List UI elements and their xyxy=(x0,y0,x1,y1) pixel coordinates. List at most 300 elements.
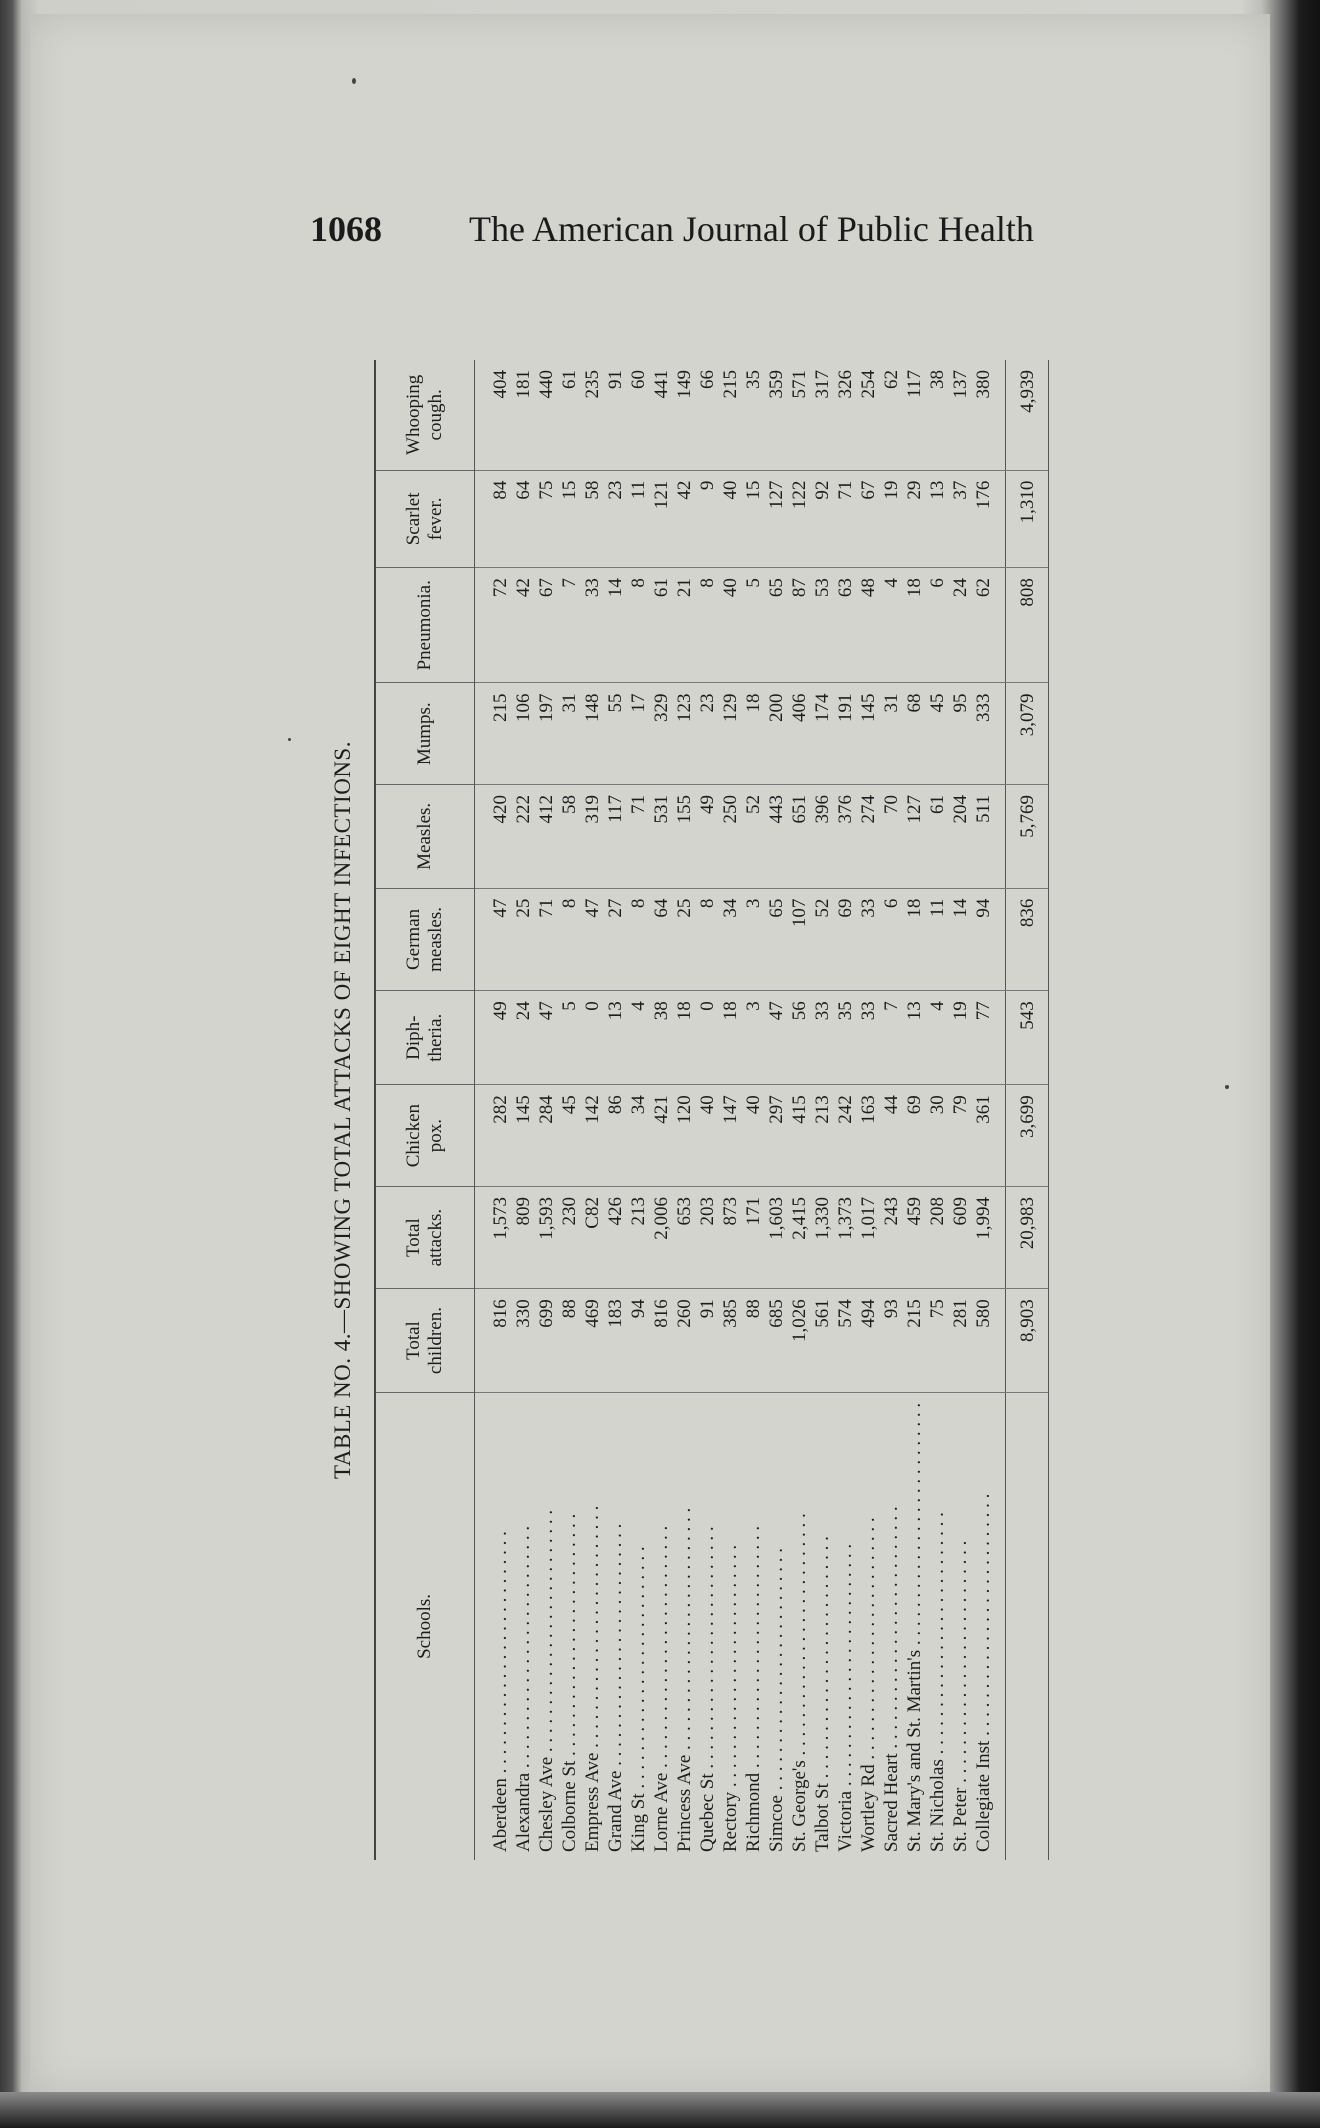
column-header-schools: Schools. xyxy=(375,1392,475,1860)
value-cell: 685 xyxy=(765,1289,788,1393)
total-cell: 8,903 xyxy=(1006,1289,1049,1393)
value-cell: 319 xyxy=(581,785,604,889)
rotated-table-block xyxy=(330,360,1170,1860)
table-row xyxy=(788,360,811,1860)
value-cell: 17 xyxy=(627,683,650,785)
value-cell: 61 xyxy=(926,785,949,889)
value-cell: 11 xyxy=(627,470,650,567)
table-row xyxy=(926,360,949,1860)
value-cell: 213 xyxy=(811,1085,834,1187)
value-cell: 47 xyxy=(581,888,604,991)
value-cell: 40 xyxy=(719,568,742,683)
value-cell: 15 xyxy=(558,470,581,567)
value-cell: 65 xyxy=(765,568,788,683)
value-cell: 127 xyxy=(903,785,926,889)
value-cell: 60 xyxy=(628,370,649,389)
value-cell: 359 xyxy=(766,370,787,399)
value-cell: 254 xyxy=(858,370,879,399)
value-cell: 8 xyxy=(696,568,719,683)
value-cell: 0 xyxy=(696,991,719,1085)
value-cell: 18 xyxy=(903,888,926,991)
value-cell: 45 xyxy=(926,683,949,785)
school-name: Lorne Ave xyxy=(651,1772,672,1852)
leader-dots: . . . . . . . . . . . . . . . . . . . . . . . . . . xyxy=(904,1402,925,1650)
column-header: German measles. xyxy=(375,888,475,991)
total-cell: 5,769 xyxy=(1006,785,1049,889)
value-cell: 443 xyxy=(765,785,788,889)
value-cell: 222 xyxy=(512,785,535,889)
value-cell: 18 xyxy=(719,991,742,1085)
value-cell: 147 xyxy=(719,1085,742,1187)
table-row xyxy=(535,360,558,1860)
value-cell: 200 xyxy=(765,683,788,785)
total-cell: 836 xyxy=(1006,888,1049,991)
school-name-cell xyxy=(857,1392,880,1860)
school-name: Chesley Ave xyxy=(536,1756,557,1852)
value-cell: 71 xyxy=(535,888,558,991)
leader-dots: . . . . . . . . . . . . . . . . . . . . . . . . . . xyxy=(720,1544,741,1792)
value-cell: 7 xyxy=(558,568,581,683)
value-cell: 4 xyxy=(880,568,903,683)
value-cell: 61 xyxy=(559,370,580,389)
value-cell: 33 xyxy=(581,568,604,683)
value-cell: 142 xyxy=(581,1085,604,1187)
leader-dots: . . . . . . . . . . . . . . . . . . . . . . . . . . xyxy=(858,1517,879,1765)
column-header: Scarlet fever. xyxy=(375,470,475,567)
value-cell: 809 xyxy=(512,1187,535,1289)
running-head xyxy=(310,208,1090,250)
school-name-cell xyxy=(512,1392,535,1860)
value-cell: 93 xyxy=(880,1289,903,1393)
school-name: St. Peter xyxy=(950,1787,971,1852)
school-name: Simcoe xyxy=(766,1795,787,1852)
school-name: Quebec St xyxy=(697,1773,718,1852)
value-cell: 88 xyxy=(558,1289,581,1393)
leader-dots: . . . . . . . . . . . . . . . . . . . . . . . . . . xyxy=(513,1525,534,1773)
value-cell: 44 xyxy=(880,1085,903,1187)
value-cell: 213 xyxy=(627,1187,650,1289)
value-cell: 1,026 xyxy=(788,1289,811,1393)
value-cell: 88 xyxy=(742,1289,765,1393)
value-cell: 440 xyxy=(536,370,557,399)
value-cell: 18 xyxy=(903,568,926,683)
value-cell: 274 xyxy=(857,785,880,889)
leader-dots: . . . . . . . . . . . . . . . . . . . . . . . . . . xyxy=(881,1506,902,1754)
value-cell: 55 xyxy=(604,683,627,785)
scan-speck xyxy=(288,738,291,741)
value-cell: 329 xyxy=(650,683,673,785)
table-row xyxy=(811,360,834,1860)
value-cell: 33 xyxy=(811,991,834,1085)
value-cell: 1,373 xyxy=(834,1187,857,1289)
value-cell: 127 xyxy=(765,470,788,567)
value-cell: 18 xyxy=(673,991,696,1085)
value-cell: 651 xyxy=(788,785,811,889)
value-cell: 260 xyxy=(673,1289,696,1393)
value-cell: 47 xyxy=(475,888,513,991)
table-row xyxy=(650,360,673,1860)
value-cell: 3 xyxy=(742,991,765,1085)
school-name-cell xyxy=(535,1392,558,1860)
school-name: Victoria xyxy=(835,1790,856,1852)
value-cell: C82 xyxy=(581,1187,604,1289)
value-cell: 42 xyxy=(512,568,535,683)
value-cell: 1,994 xyxy=(972,1187,1006,1289)
value-cell: 8 xyxy=(696,888,719,991)
totals-label-cell xyxy=(1006,1392,1049,1860)
value-cell: 406 xyxy=(788,683,811,785)
value-cell: 34 xyxy=(719,888,742,991)
value-cell: 145 xyxy=(857,683,880,785)
value-cell: 203 xyxy=(696,1187,719,1289)
value-cell: 13 xyxy=(903,991,926,1085)
value-cell: 66 xyxy=(697,370,718,389)
leader-dots: . . . . . . . . . . . . . . . . . . . . . . . . . . xyxy=(559,1513,580,1761)
value-cell: 441 xyxy=(651,370,672,399)
value-cell: 52 xyxy=(742,785,765,889)
value-cell: 242 xyxy=(834,1085,857,1187)
value-cell: 14 xyxy=(604,568,627,683)
school-name-cell xyxy=(627,1392,650,1860)
value-cell: 250 xyxy=(719,785,742,889)
value-cell: 69 xyxy=(834,888,857,991)
value-cell: 174 xyxy=(811,683,834,785)
value-cell: 137 xyxy=(950,370,971,399)
value-cell: 64 xyxy=(512,470,535,567)
leader-dots: . . . . . . . . . . . . . . . . . . . . . . . . . . xyxy=(812,1536,833,1784)
school-name-cell xyxy=(696,1392,719,1860)
school-name: St. Mary's and St. Martin's xyxy=(904,1649,925,1852)
value-cell: 494 xyxy=(857,1289,880,1393)
value-cell: 58 xyxy=(558,785,581,889)
value-cell: 561 xyxy=(811,1289,834,1393)
school-name: Talbot St xyxy=(812,1783,833,1852)
value-cell: 75 xyxy=(926,1289,949,1393)
value-cell: 1,603 xyxy=(765,1187,788,1289)
value-cell: 6 xyxy=(880,888,903,991)
value-cell: 176 xyxy=(972,470,1006,567)
school-name-cell xyxy=(604,1392,627,1860)
value-cell: 62 xyxy=(972,568,1006,683)
value-cell: 333 xyxy=(972,683,1006,785)
value-cell: 47 xyxy=(765,991,788,1085)
value-cell: 148 xyxy=(581,683,604,785)
value-cell: 21 xyxy=(673,568,696,683)
value-cell: 34 xyxy=(627,1085,650,1187)
value-cell: 15 xyxy=(742,470,765,567)
school-name: Empress Ave xyxy=(582,1752,603,1852)
value-cell: 70 xyxy=(880,785,903,889)
value-cell: 67 xyxy=(535,568,558,683)
table-row xyxy=(627,360,650,1860)
value-cell: 30 xyxy=(926,1085,949,1187)
leader-dots: . . . . . . . . . . . . . . . . . . . . . . . . . . xyxy=(651,1525,672,1773)
value-cell: 281 xyxy=(949,1289,972,1393)
value-cell: 92 xyxy=(811,470,834,567)
value-cell: 25 xyxy=(512,888,535,991)
school-name: St. Nicholas xyxy=(927,1759,948,1852)
value-cell: 571 xyxy=(789,370,810,399)
value-cell: 2,415 xyxy=(788,1187,811,1289)
value-cell: 282 xyxy=(475,1085,513,1187)
value-cell: 117 xyxy=(904,370,925,398)
value-cell: 873 xyxy=(719,1187,742,1289)
value-cell: 580 xyxy=(972,1289,1006,1393)
value-cell: 11 xyxy=(926,888,949,991)
value-cell: 317 xyxy=(812,370,833,399)
school-name-cell xyxy=(650,1392,673,1860)
table-row xyxy=(765,360,788,1860)
value-cell: 421 xyxy=(650,1085,673,1187)
value-cell: 8 xyxy=(627,568,650,683)
value-cell: 19 xyxy=(949,991,972,1085)
value-cell: 71 xyxy=(627,785,650,889)
value-cell: 531 xyxy=(650,785,673,889)
column-header: Pneumonia. xyxy=(375,568,475,683)
table-row xyxy=(475,360,513,1860)
value-cell: 149 xyxy=(674,370,695,399)
school-name: St. George's xyxy=(789,1760,810,1852)
value-cell: 699 xyxy=(535,1289,558,1393)
value-cell: 14 xyxy=(949,888,972,991)
leader-dots: . . . . . . . . . . . . . . . . . . . . . . . . . . xyxy=(927,1512,948,1760)
leader-dots: . . . . . . . . . . . . . . . . . . . . . . . . . . xyxy=(766,1548,787,1795)
value-cell: 459 xyxy=(903,1187,926,1289)
value-cell: 4 xyxy=(926,991,949,1085)
value-cell: 45 xyxy=(558,1085,581,1187)
school-name-cell xyxy=(475,1392,513,1860)
value-cell: 183 xyxy=(604,1289,627,1393)
value-cell: 24 xyxy=(512,991,535,1085)
value-cell: 155 xyxy=(673,785,696,889)
value-cell: 86 xyxy=(604,1085,627,1187)
column-header: Whooping cough. xyxy=(375,360,475,470)
value-cell: 18 xyxy=(742,683,765,785)
column-header: Mumps. xyxy=(375,683,475,785)
leader-dots: . . . . . . . . . . . . . . . . . . . . . . . . . . xyxy=(674,1507,695,1755)
value-cell: 121 xyxy=(650,470,673,567)
value-cell: 415 xyxy=(788,1085,811,1187)
value-cell: 284 xyxy=(535,1085,558,1187)
value-cell: 24 xyxy=(949,568,972,683)
value-cell: 396 xyxy=(811,785,834,889)
table-title: TABLE NO. 4.—SHOWING TOTAL ATTACKS OF EIGHT INFECTIONS. xyxy=(330,741,355,1479)
value-cell: 215 xyxy=(720,370,741,399)
leader-dots: . . . . . . . . . . . . . . . . . . . . . . . . . . xyxy=(973,1493,994,1741)
table-row xyxy=(673,360,696,1860)
school-name: Colborne St xyxy=(559,1760,580,1852)
school-name-cell xyxy=(880,1392,903,1860)
value-cell: 816 xyxy=(650,1289,673,1393)
value-cell: 25 xyxy=(673,888,696,991)
value-cell: 8 xyxy=(558,888,581,991)
value-cell: 63 xyxy=(834,568,857,683)
total-cell: 4,939 xyxy=(1006,360,1049,470)
scan-edge xyxy=(0,2092,1320,2128)
value-cell: 106 xyxy=(512,683,535,785)
table-body xyxy=(475,360,1049,1860)
value-cell: 65 xyxy=(765,888,788,991)
value-cell: 71 xyxy=(834,470,857,567)
value-cell: 91 xyxy=(605,370,626,389)
value-cell: 61 xyxy=(650,568,673,683)
journal-title: The American Journal of Public Health xyxy=(469,209,1034,249)
school-name-cell xyxy=(811,1392,834,1860)
value-cell: 53 xyxy=(811,568,834,683)
value-cell: 75 xyxy=(535,470,558,567)
value-cell: 117 xyxy=(604,785,627,889)
value-cell: 171 xyxy=(742,1187,765,1289)
value-cell: 574 xyxy=(834,1289,857,1393)
value-cell: 13 xyxy=(926,470,949,567)
value-cell: 215 xyxy=(903,1289,926,1393)
leader-dots: . . . . . . . . . . . . . . . . . . . . . . . . . . xyxy=(743,1525,764,1773)
value-cell: 35 xyxy=(834,991,857,1085)
value-cell: 122 xyxy=(788,470,811,567)
value-cell: 426 xyxy=(604,1187,627,1289)
value-cell: 95 xyxy=(949,683,972,785)
school-name-cell xyxy=(788,1392,811,1860)
leader-dots: . . . . . . . . . . . . . . . . . . . . . . . . . . xyxy=(536,1509,557,1757)
table-row xyxy=(903,360,926,1860)
table-row xyxy=(972,360,1006,1860)
school-name-cell xyxy=(742,1392,765,1860)
value-cell: 56 xyxy=(788,991,811,1085)
value-cell: 91 xyxy=(696,1289,719,1393)
value-cell: 31 xyxy=(558,683,581,785)
value-cell: 23 xyxy=(604,470,627,567)
value-cell: 330 xyxy=(512,1289,535,1393)
value-cell: 412 xyxy=(535,785,558,889)
school-name-cell xyxy=(834,1392,857,1860)
total-cell: 20,983 xyxy=(1006,1187,1049,1289)
leader-dots: . . . . . . . . . . . . . . . . . . . . . . . . . . xyxy=(789,1513,810,1761)
school-name-cell xyxy=(673,1392,696,1860)
value-cell: 215 xyxy=(475,683,513,785)
school-name-cell xyxy=(581,1392,604,1860)
value-cell: 653 xyxy=(673,1187,696,1289)
value-cell: 609 xyxy=(949,1187,972,1289)
value-cell: 163 xyxy=(857,1085,880,1187)
value-cell: 23 xyxy=(696,683,719,785)
table-header-row xyxy=(375,360,475,1860)
value-cell: 1,573 xyxy=(475,1187,513,1289)
table-row xyxy=(604,360,627,1860)
value-cell: 40 xyxy=(742,1085,765,1187)
value-cell: 64 xyxy=(650,888,673,991)
school-name-cell xyxy=(719,1392,742,1860)
table-row xyxy=(949,360,972,1860)
school-name: Wortley Rd xyxy=(858,1764,879,1852)
value-cell: 84 xyxy=(475,470,513,567)
value-cell: 6 xyxy=(926,568,949,683)
value-cell: 107 xyxy=(788,888,811,991)
leader-dots: . . . . . . . . . . . . . . . . . . . . . . . . . . xyxy=(582,1505,603,1753)
value-cell: 361 xyxy=(972,1085,1006,1187)
scan-speck xyxy=(1225,1085,1229,1089)
value-cell: 31 xyxy=(880,683,903,785)
leader-dots: . . . . . . . . . . . . . . . . . . . . . . . . . . xyxy=(628,1546,649,1794)
value-cell: 420 xyxy=(475,785,513,889)
column-header: Measles. xyxy=(375,785,475,889)
school-name-cell xyxy=(949,1392,972,1860)
value-cell: 77 xyxy=(972,991,1006,1085)
value-cell: 94 xyxy=(627,1289,650,1393)
school-name: Richmond xyxy=(743,1772,764,1852)
table-row xyxy=(742,360,765,1860)
total-cell: 3,079 xyxy=(1006,683,1049,785)
value-cell: 13 xyxy=(604,991,627,1085)
value-cell: 52 xyxy=(811,888,834,991)
infections-table xyxy=(374,360,1049,1860)
scan-speck xyxy=(352,78,356,84)
value-cell: 69 xyxy=(903,1085,926,1187)
value-cell: 67 xyxy=(857,470,880,567)
column-header: Total children. xyxy=(375,1289,475,1393)
school-name-cell xyxy=(765,1392,788,1860)
value-cell: 68 xyxy=(903,683,926,785)
value-cell: 123 xyxy=(673,683,696,785)
table-row xyxy=(512,360,535,1860)
leader-dots: . . . . . . . . . . . . . . . . . . . . . . . . . . xyxy=(950,1540,971,1788)
value-cell: 4 xyxy=(627,991,650,1085)
value-cell: 62 xyxy=(881,370,902,389)
value-cell: 145 xyxy=(512,1085,535,1187)
value-cell: 1,330 xyxy=(811,1187,834,1289)
school-name: Sacred Heart xyxy=(881,1753,902,1852)
value-cell: 19 xyxy=(880,470,903,567)
school-name: Alexandra xyxy=(513,1772,534,1852)
column-header: Chicken pox. xyxy=(375,1085,475,1187)
value-cell: 8 xyxy=(627,888,650,991)
value-cell: 87 xyxy=(788,568,811,683)
total-cell: 3,699 xyxy=(1006,1085,1049,1187)
value-cell: 49 xyxy=(475,991,513,1085)
value-cell: 1,593 xyxy=(535,1187,558,1289)
school-name: Collegiate Inst xyxy=(973,1740,994,1852)
value-cell: 1,017 xyxy=(857,1187,880,1289)
value-cell: 204 xyxy=(949,785,972,889)
value-cell: 29 xyxy=(903,470,926,567)
value-cell: 40 xyxy=(696,1085,719,1187)
leader-dots: . . . . . . . . . . . . . . . . . . . . . . . . . . xyxy=(605,1523,626,1771)
value-cell: 230 xyxy=(558,1187,581,1289)
value-cell: 38 xyxy=(650,991,673,1085)
total-cell: 543 xyxy=(1006,991,1049,1085)
value-cell: 27 xyxy=(604,888,627,991)
value-cell: 5 xyxy=(558,991,581,1085)
school-name-cell xyxy=(972,1392,1006,1860)
table-row xyxy=(834,360,857,1860)
leader-dots: . . . . . . . . . . . . . . . . . . . . . . . . . . xyxy=(835,1543,856,1791)
column-header: Total attacks. xyxy=(375,1187,475,1289)
value-cell: 47 xyxy=(535,991,558,1085)
school-name: Aberdeen xyxy=(490,1778,511,1852)
value-cell: 191 xyxy=(834,683,857,785)
school-name-cell xyxy=(926,1392,949,1860)
total-cell: 1,310 xyxy=(1006,470,1049,567)
value-cell: 42 xyxy=(673,470,696,567)
value-cell: 38 xyxy=(927,370,948,389)
value-cell: 208 xyxy=(926,1187,949,1289)
value-cell: 297 xyxy=(765,1085,788,1187)
value-cell: 37 xyxy=(949,470,972,567)
value-cell: 9 xyxy=(696,470,719,567)
column-header: Diph-theria. xyxy=(375,991,475,1085)
value-cell: 48 xyxy=(857,568,880,683)
table-row xyxy=(696,360,719,1860)
total-cell: 808 xyxy=(1006,568,1049,683)
